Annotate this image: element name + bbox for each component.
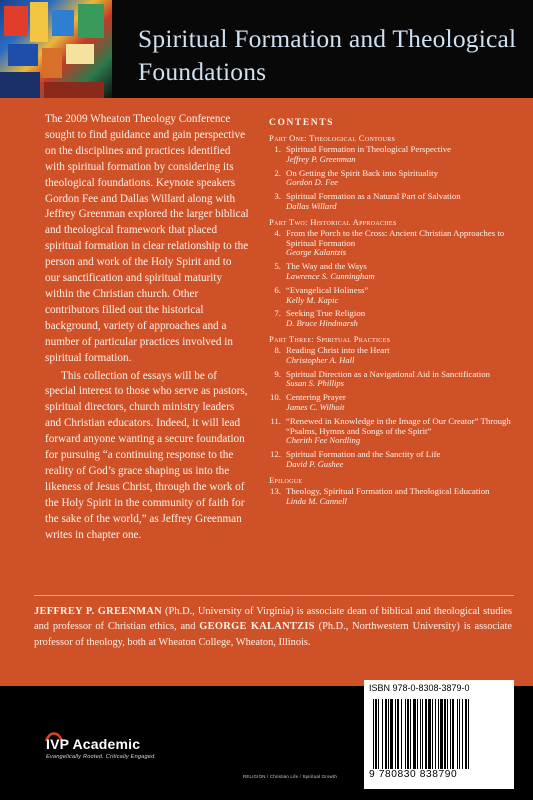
entry-author: Lawrence S. Cunningham	[286, 270, 375, 281]
entry-title: Spiritual Formation and the Sanctity of Life	[286, 449, 441, 460]
contents-entry	[269, 450, 519, 470]
contents-entry	[269, 229, 519, 258]
description	[45, 112, 249, 543]
barcode-bar	[457, 699, 458, 769]
barcode-bar	[462, 699, 463, 769]
editor-bio-text-1: (Ph.D., University of Virginia) is associate dean of biblical and theological studies and professor of Christian ethics, and	[34, 606, 512, 633]
entry-number: 9.	[274, 368, 281, 379]
barcode-bar	[420, 699, 421, 769]
contents-entry	[269, 286, 519, 306]
publisher-logo: IVP Academic	[46, 736, 141, 752]
entry-number: 5.	[274, 261, 281, 272]
contents-heading: CONTENTS	[269, 118, 335, 128]
part-heading: Part One: Theological Contours	[269, 133, 396, 143]
barcode-bar	[413, 699, 416, 769]
contents-entry	[269, 393, 519, 413]
contents-entry	[269, 370, 519, 390]
part-heading: Part Three: Spiritual Practices	[269, 333, 391, 344]
barcode-bar	[390, 699, 393, 769]
cover-artwork	[0, 0, 112, 98]
barcode-bar	[417, 699, 418, 769]
publisher-tagline: Evangelically Rooted. Critically Engaged.	[46, 754, 157, 760]
entry-author: Susan S. Phillips	[286, 378, 345, 389]
editor-name-2: GEORGE KALANTZIS	[199, 621, 315, 633]
back-cover-panel	[0, 98, 533, 686]
entry-number: 2.	[274, 167, 281, 178]
isbn-label: ISBN 978-0-8308-3879-0	[369, 683, 470, 693]
entry-author: Christopher A. Hall	[286, 354, 355, 365]
barcode-bar	[395, 699, 396, 769]
table-of-contents	[269, 118, 519, 510]
barcode-bar	[422, 699, 423, 769]
description-paragraph-1: The 2009 Wheaton Theology Conference sought to find guidance and gain perspective on the disciplines and practices identified with spiritual formation by considering its theological foundations. Keynote speakers Gordon Fee and Dallas Willard along with Jeffrey Greenman explored the larger biblical and theological framework that placed spiritual formation in clear relationship to the person and work of the Holy Spirit and to our sanctification and spiritual maturity within the Christian church. Other contributors filled out the historical background, variety of approaches and a number of particular practices involved in spiritual formation.	[45, 113, 249, 364]
divider-line	[34, 595, 514, 596]
barcode-bar	[444, 699, 446, 769]
entry-author: David P. Gushee	[286, 458, 344, 469]
entry-author: Gordon D. Fee	[286, 177, 338, 188]
entry-title: “Renewed in Knowledge in the Image of Our Creator” Through “Psalms, Hymns and Songs of the Spirit”	[286, 415, 511, 436]
editor-bio-text-2: (Ph.D., Northwestern University) is associate professor of theology, both at Wheaton College, Wheaton, Illinois.	[34, 621, 513, 648]
barcode-bar	[407, 699, 409, 769]
entry-number: 13.	[270, 485, 281, 496]
entry-title: Spiritual Formation as a Natural Part of Salvation	[286, 191, 461, 202]
barcode-bar	[401, 699, 402, 769]
barcode-bar	[388, 699, 389, 769]
entry-author: Kelly M. Kapic	[286, 294, 339, 305]
description-paragraph-2: This collection of essays will be of special interest to those who serve as pastors, spiritual directors, church ministry leaders and Christian educators. Indeed, it will lead forward anyone wanting a secure foundation for pursuing “a continuing response to the reality of God’s grace shaping us into the likeness of Jesus Christ, through the work of the Holy Spirit in the community of faith for the sake of the world,” as Jeffrey Greenman writes in chapter one.	[45, 369, 248, 541]
barcode-bar	[459, 699, 460, 769]
part-heading: Epilogue	[269, 474, 303, 485]
barcode-box	[364, 680, 514, 789]
barcode-bar	[373, 699, 374, 769]
entry-number: 10.	[270, 392, 281, 403]
barcode-bar	[438, 699, 439, 769]
barcode-bar	[450, 699, 451, 769]
barcode-bar	[378, 699, 379, 769]
barcode-bar	[428, 699, 431, 769]
barcode-bar	[405, 699, 406, 769]
entry-number: 7.	[274, 308, 281, 319]
entry-author: Jeffrey P. Greenman	[286, 153, 356, 164]
contents-entry	[269, 192, 519, 212]
entry-author: D. Bruce Hindmarsh	[286, 318, 358, 329]
barcode-bar	[425, 699, 427, 769]
entry-author: Linda M. Cannell	[286, 495, 347, 506]
book-title: Spiritual Formation and Theological Foundations	[138, 24, 517, 86]
entry-title: Centering Prayer	[286, 392, 346, 403]
barcode-bar	[468, 699, 469, 769]
part-heading: Part Two: Historical Approaches	[269, 216, 397, 227]
contents-entry	[269, 346, 519, 366]
barcode-bar	[447, 699, 448, 769]
entry-number: 12.	[270, 449, 281, 460]
contents-entry	[269, 309, 519, 329]
contents-entry	[269, 487, 519, 507]
entry-title: Theology, Spiritual Formation and Theological Education	[286, 485, 490, 496]
entry-author: Cherith Fee Nordling	[286, 435, 361, 446]
barcode-bar	[397, 699, 399, 769]
entry-title: Spiritual Direction as a Navigational Aid in Sanctification	[286, 368, 490, 379]
barcode-number: 9 780830 838790	[369, 769, 458, 780]
editor-name-1: JEFFREY P. GREENMAN	[34, 606, 162, 617]
entry-number: 3.	[274, 191, 281, 202]
entry-title: The Way and the Ways	[286, 261, 367, 272]
entry-number: 11.	[270, 415, 281, 426]
barcode-bar	[452, 699, 454, 769]
entry-number: 6.	[274, 284, 281, 295]
barcode-bar	[432, 699, 433, 769]
header-band	[0, 0, 533, 98]
entry-title: Reading Christ into the Heart	[286, 344, 390, 355]
entry-title: Seeking True Religion	[286, 308, 366, 319]
barcode-bar	[440, 699, 443, 769]
entry-author: George Kalantzis	[286, 247, 347, 258]
contents-entry	[269, 262, 519, 282]
barcode-bar	[435, 699, 436, 769]
barcode-bar	[375, 699, 377, 769]
entry-author: Dallas Willard	[286, 200, 337, 211]
entry-title: Spiritual Formation in Theological Perspective	[286, 144, 451, 154]
barcode-bar	[465, 699, 467, 769]
entry-title: From the Porch to the Cross: Ancient Christian Approaches to Spiritual Formation	[286, 227, 505, 248]
barcode-bar	[410, 699, 411, 769]
entry-number: 1.	[274, 144, 281, 154]
entry-title: “Evangelical Holiness”	[286, 284, 369, 295]
entry-author: James C. Wilhoit	[286, 401, 345, 412]
barcode-bar	[385, 699, 387, 769]
barcode	[373, 699, 505, 769]
contents-entry	[269, 145, 519, 165]
entry-number: 4.	[274, 227, 281, 238]
category-label: RELIGION / Christian Life / Spiritual Growth	[243, 774, 337, 779]
editor-bio	[34, 604, 512, 650]
contents-entry	[269, 417, 519, 446]
contents-entry	[269, 169, 519, 189]
entry-title: On Getting the Spirit Back into Spirituality	[286, 167, 438, 178]
barcode-bar	[382, 699, 383, 769]
entry-number: 8.	[274, 344, 281, 355]
